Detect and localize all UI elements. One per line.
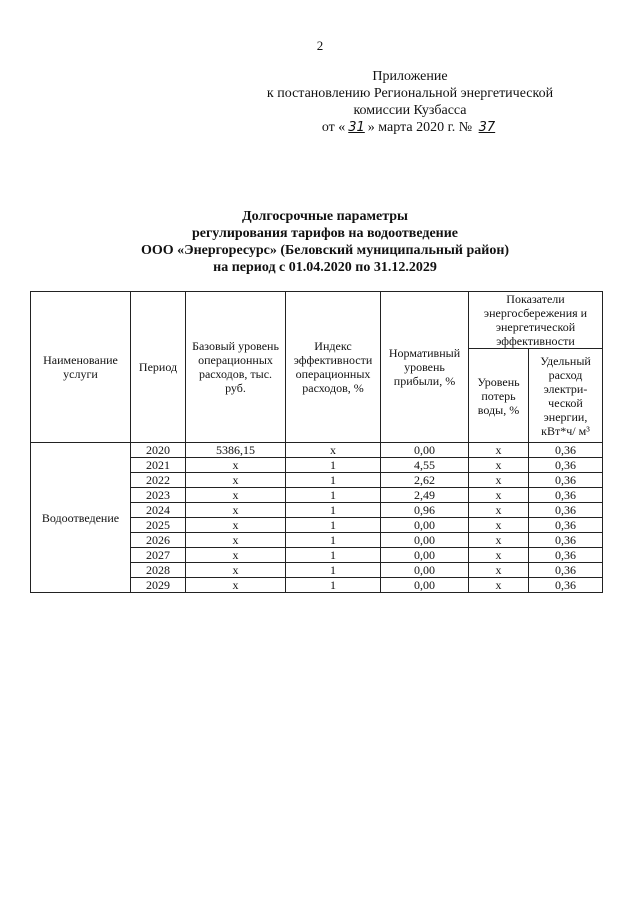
base-level-cell: x — [186, 488, 286, 503]
water-loss-cell: x — [469, 503, 529, 518]
header-electricity: Удельный расход электри-ческой энергии, кВт*ч/ м³ — [529, 349, 603, 443]
page-number: 2 — [316, 38, 324, 53]
period-cell: 2028 — [131, 563, 186, 578]
electricity-cell: 0,36 — [529, 458, 603, 473]
water-loss-cell: x — [469, 563, 529, 578]
header-service: Наименование услуги — [31, 292, 131, 443]
electricity-cell: 0,36 — [529, 548, 603, 563]
efficiency-index-cell: 1 — [286, 503, 381, 518]
base-level-cell: x — [186, 473, 286, 488]
efficiency-index-cell: 1 — [286, 578, 381, 593]
service-name-cell: Водоотведение — [31, 443, 131, 593]
document-title — [60, 208, 590, 276]
period-cell: 2024 — [131, 503, 186, 518]
period-cell: 2027 — [131, 548, 186, 563]
efficiency-index-cell: 1 — [286, 473, 381, 488]
handwritten-number: 37 — [478, 120, 496, 135]
profit-level-cell: 0,00 — [381, 443, 469, 458]
water-loss-cell: x — [469, 458, 529, 473]
period-cell: 2026 — [131, 533, 186, 548]
header-period: Период — [131, 292, 186, 443]
water-loss-cell: x — [469, 533, 529, 548]
appendix-block — [240, 68, 580, 136]
handwritten-day: 31 — [348, 120, 365, 135]
period-cell: 2029 — [131, 578, 186, 593]
profit-level-cell: 0,00 — [381, 578, 469, 593]
date-prefix: от « — [321, 120, 346, 135]
period-cell: 2023 — [131, 488, 186, 503]
base-level-cell: x — [186, 533, 286, 548]
base-level-cell: x — [186, 563, 286, 578]
header-efficiency-index: Индекс эффективности операционных расходов, % — [286, 292, 381, 443]
base-level-cell: x — [186, 578, 286, 593]
profit-level-cell: 0,00 — [381, 533, 469, 548]
water-loss-cell: x — [469, 518, 529, 533]
base-level-cell: x — [186, 548, 286, 563]
profit-level-cell: 4,55 — [381, 458, 469, 473]
title-line-3: ООО «Энергоресурс» (Беловский муниципальный район) — [140, 243, 510, 258]
period-cell: 2022 — [131, 473, 186, 488]
base-level-cell: 5386,15 — [186, 443, 286, 458]
appendix-resolution: к постановлению Региональной энергетической — [266, 86, 554, 101]
header-base-level: Базовый уровень операционных расходов, тыс. руб. — [186, 292, 286, 443]
base-level-cell: x — [186, 458, 286, 473]
parameters-table — [30, 291, 603, 593]
period-cell: 2021 — [131, 458, 186, 473]
water-loss-cell: x — [469, 443, 529, 458]
appendix-title: Приложение — [372, 69, 448, 84]
electricity-cell: 0,36 — [529, 533, 603, 548]
header-profit-level: Нормативный уровень прибыли, % — [381, 292, 469, 443]
header-energy-group: Показатели энергосбережения и энергетической эффективности — [469, 292, 603, 349]
appendix-commission: комиссии Кузбасса — [353, 103, 467, 118]
electricity-cell: 0,36 — [529, 473, 603, 488]
electricity-cell: 0,36 — [529, 443, 603, 458]
period-cell: 2025 — [131, 518, 186, 533]
profit-level-cell: 2,49 — [381, 488, 469, 503]
efficiency-index-cell: 1 — [286, 518, 381, 533]
electricity-cell: 0,36 — [529, 488, 603, 503]
profit-level-cell: 0,96 — [381, 503, 469, 518]
efficiency-index-cell: 1 — [286, 548, 381, 563]
efficiency-index-cell: x — [286, 443, 381, 458]
water-loss-cell: x — [469, 548, 529, 563]
profit-level-cell: 0,00 — [381, 518, 469, 533]
water-loss-cell: x — [469, 488, 529, 503]
profit-level-cell: 0,00 — [381, 548, 469, 563]
electricity-cell: 0,36 — [529, 563, 603, 578]
electricity-cell: 0,36 — [529, 578, 603, 593]
table-row — [31, 443, 603, 458]
title-line-2: регулирования тарифов на водоотведение — [191, 226, 459, 241]
profit-level-cell: 0,00 — [381, 563, 469, 578]
title-line-1: Долгосрочные параметры — [242, 209, 408, 224]
date-suffix: » марта 2020 г. № — [367, 120, 473, 135]
table-body — [31, 443, 603, 593]
header-water-loss: Уровень потерь воды, % — [469, 349, 529, 443]
base-level-cell: x — [186, 518, 286, 533]
efficiency-index-cell: 1 — [286, 563, 381, 578]
water-loss-cell: x — [469, 473, 529, 488]
period-cell: 2020 — [131, 443, 186, 458]
title-line-4: на период с 01.04.2020 по 31.12.2029 — [213, 260, 437, 275]
appendix-date-line — [240, 119, 580, 136]
efficiency-index-cell: 1 — [286, 533, 381, 548]
profit-level-cell: 2,62 — [381, 473, 469, 488]
water-loss-cell: x — [469, 578, 529, 593]
electricity-cell: 0,36 — [529, 503, 603, 518]
efficiency-index-cell: 1 — [286, 488, 381, 503]
electricity-cell: 0,36 — [529, 518, 603, 533]
base-level-cell: x — [186, 503, 286, 518]
efficiency-index-cell: 1 — [286, 458, 381, 473]
